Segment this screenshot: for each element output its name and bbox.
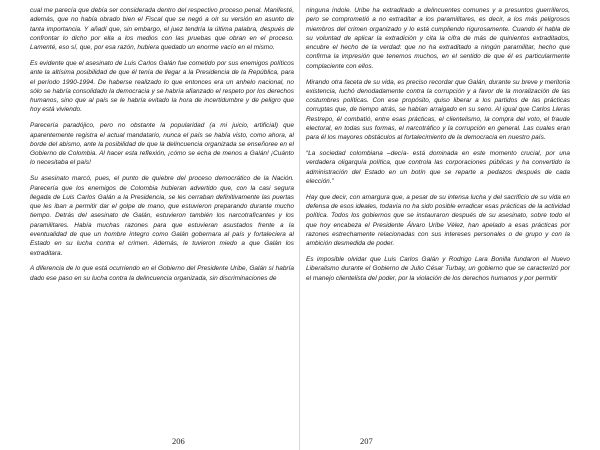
page-number: 207 <box>360 436 373 446</box>
quote-paragraph: “La sociedad colombiana –decía- está dominada en este momento crucial, por una verdadera oligarquía política, que controla las corporaciones públicas y ha convertido la administración del Estado en un botín que se reparte a pedazos después de cada elección.” <box>306 150 570 186</box>
page-number: 206 <box>172 436 185 446</box>
paragraph: ninguna índole. Uribe ha extraditado a delincuentes comunes y a presuntos guerrilleros, pero se comprometió a no extraditar a los paramilitares, es decir, a los más peligrosos miembros del crimen organizado y lo está cumpliendo rigurosamente. Cuando él habla de su voluntad de aplicar la extradición y cita la cifra de más de quinientos extraditados, encubre el hecho de la verdad: que no ha extraditado a ningún paramilitar, hecho que confirma la impresión que tenemos muchos, en el sentido de que él es particularmente complaciente con ellos. <box>306 7 570 70</box>
paragraph: Es imposible olvidar que Luis Carlos Galán y Rodrigo Lara Bonilla fundaron el Nuevo Liberalismo durante el Gobierno de Julio César Turbay, un gobierno que se caracterizó por el manejo clientelista del poder, por la violación de los derechos humanos y por permitir <box>306 256 570 282</box>
paragraph: Es evidente que el asesinato de Luis Carlos Galán fue cometido por sus enemigos políticos ante la altísima posibilidad de que él tenía de llegar a la Presidencia de la República, para el período 1990-1994. De haberse realizado lo que entonces era un anhelo nacional, no sólo se habría consolidado la democracia y se habría afianzado el respeto por los derechos humanos, sino que al país se le habría evitado la hora de incertidumbre y de peligro que hoy está viviendo. <box>30 59 294 114</box>
paragraph: Su asesinato marcó, pues, el punto de quiebre del proceso democrático de la Nación. Parecería que los enemigos de Colombia hubieran advertido que, con la casi segura llegada de Luis Carlos Galán a la Presidencia, se les cerraban definitivamente las puertas que les iban a permitir dar el golpe de mano, que estuvieron preparando durante mucho tiempo. Detrás del asesinato de Galán, estuvieron también los narcotraficantes y los paramilitares. Había muchas razones para que estuvieran asustados frente a la eventualidad de que un hombre íntegro como Galán gobernara al país y fortaleciera al Estado en su lucha contra el crimen. Además, le tuvieron miedo a que Galán los extraditara. <box>30 175 294 257</box>
paragraph: Hay que decir, con amargura que, a pesar de su intensa lucha y del sacrificio de su vida en defensa de esos ideales, todavía no ha sido posible erradicar esas prácticas de la actividad política. Todos los gobiernos que se instauraron después de su asesinato, sobre todo el que hoy encabeza el Presidente Álvaro Uribe Vélez, han apelado a esas prácticas por razones estrechamente relacionadas con sus intereses personales o de grupo y con la ambición desmedida de poder. <box>306 193 570 248</box>
paragraph: cual me parecía que debía ser considerada dentro del respectivo proceso penal. Manifesté, además, que no había obrado bien el Fiscal que se negó a oír su versión en asunto de tanta importancia. Y añadí que, sin embargo, el juez tendría la última palabra, después de confrontar lo dicho por ella a los medios con las pruebas que obran en el proceso. Lamenté, eso sí, que, por esa razón, hubiera quedado un enorme vacío en el mismo. <box>30 7 294 52</box>
right-page <box>300 0 600 450</box>
paragraph: Mirando otra faceta de su vida, es preciso recordar que Galán, durante su breve y meritoria existencia, luchó denodadamente contra la corrupción y a favor de la moralización de las costumbres políticas. Con ese propósito, quiso liberar a los partidos de las prácticas corruptas que, de tiempo atrás, se habían arraigado en su seno. Al igual que Carlos Lleras Restrepo, él combatió, entre esas prácticas, el clientelismo, la compra del voto, el fraude electoral, en todas sus formas, el narcotráfico y la corrupción en general. Las cuales eran para él los mayores obstáculos al fortalecimiento de la democracia en nuestro país. <box>306 78 570 142</box>
paragraph: A diferencia de lo que está ocurriendo en el Gobierno del Presidente Uribe, Galán sí habría dado ese paso en su lucha contra la delincuencia organizada, sin discriminaciones de <box>30 265 294 282</box>
paragraph: Parecería paradójico, pero no obstante la popularidad (a mi juicio, artificial) que aparentemente registra el actual mandatario, nunca el país se había visto, como ahora, al borde del abismo, ante la posibilidad de que la delincuencia organizada se enseñoree en el Gobierno de Colombia. Al hacer esta reflexión, ¡cómo se echa de menos a Galán! ¡Cuánto lo necesitaba el país! <box>30 122 294 167</box>
